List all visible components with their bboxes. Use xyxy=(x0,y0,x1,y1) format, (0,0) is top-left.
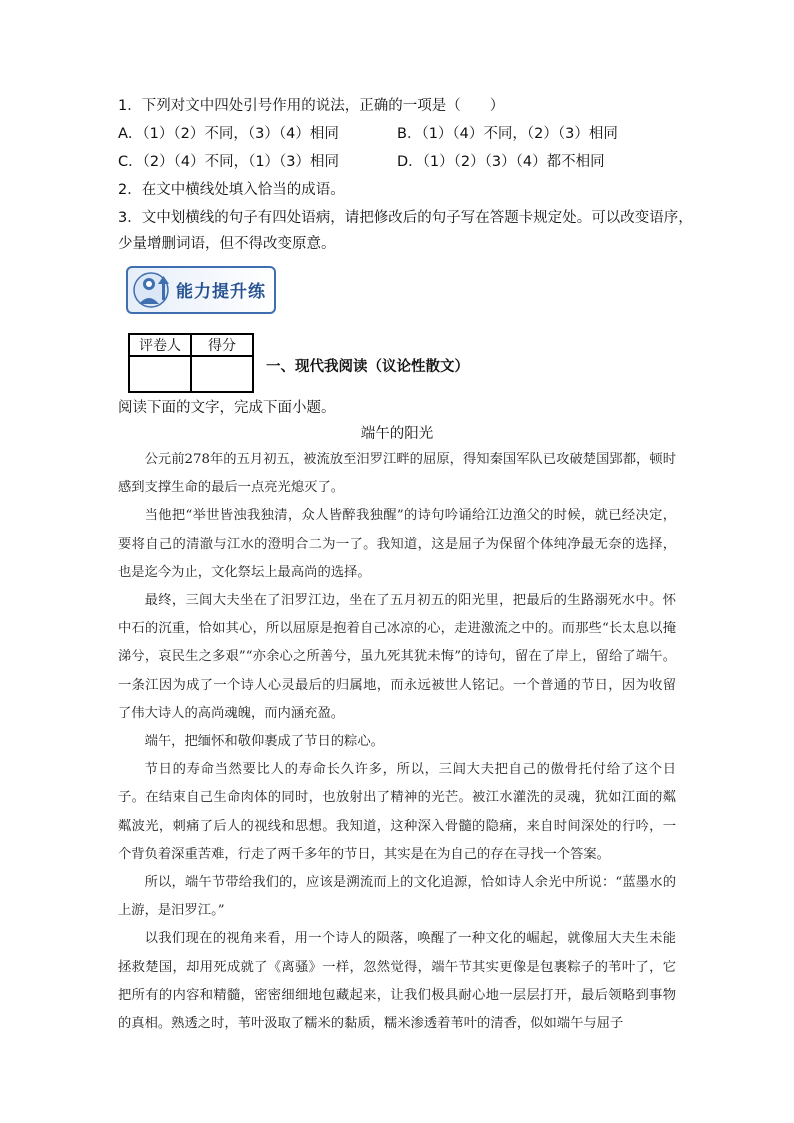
banner-label: 能力提升练 xyxy=(176,282,266,302)
option-b: B．（1）（4）不同，（2）（3）相同 xyxy=(397,126,618,142)
essay-body xyxy=(118,446,676,1038)
question-2: 2．在文中横线处填入恰当的成语。 xyxy=(118,182,345,198)
question-3-line-2: 少量增删词语，但不得改变原意。 xyxy=(118,236,336,252)
essay-paragraph: 所以，端午节带给我们的，应该是溯流而上的文化追源，恰如诗人余光中所说：“蓝墨水的上游，是汨罗江。” xyxy=(118,875,676,919)
option-a: A．（1）（2）不同，（3）（4）相同 xyxy=(118,126,339,142)
option-c: C．（2）（4）不同，（1）（3）相同 xyxy=(118,154,340,170)
essay-paragraph: 最终，三闾大夫坐在了汨罗江边，坐在了五月初五的阳光里，把最后的生路溺死水中。怀中石的沉重，恰如其心，所以屈原是抱着自己冰凉的心，走进激流之中的。而那些“长太息以掩涕兮，哀民生之多艰”“亦余心之所善兮，虽九死其犹未悔”的诗句，留在了岸上，留给了端午。一条江因为成了一个诗人心灵最后的归属地，而永远被世人铭记。一个普通的节日，因为收留了伟大诗人的高尚魂魄，而内涵充盈。 xyxy=(118,593,676,721)
essay-paragraph: 公元前278年的五月初五，被流放至汨罗江畔的屈原，得知秦国军队已攻破楚国郢都，顿时感到支撑生命的最后一点亮光熄灭了。 xyxy=(118,452,676,496)
score-header-grader: 评卷人 xyxy=(129,334,191,356)
option-d: D．（1）（2）（3）（4）都不相同 xyxy=(397,154,605,170)
question-1: 1．下列对文中四处引号作用的说法，正确的一项是（ ） xyxy=(118,98,505,114)
essay-title: 端午的阳光 xyxy=(360,426,434,442)
question-3-line-1: 3．文中划横线的句子有四处语病，请把修改后的句子写在答题卡规定处。可以改变语序， xyxy=(118,210,693,226)
score-header-score: 得分 xyxy=(191,334,253,356)
essay-paragraph: 以我们现在的视角来看，用一个诗人的陨落，唤醒了一种文化的崛起，就像屈大夫生未能拯救楚国，却用死成就了《离骚》一样，忽然觉得，端午节其实更像是包裹粽子的苇叶了，它把所有的内容和精髓，密密细细地包藏起来，让我们极具耐心地一层层打开，最后领略到事物的真相。熟透之时，苇叶汲取了糯米的黏质，糯米渗透着苇叶的清香，似如端午与屈子 xyxy=(118,931,676,1032)
score-table xyxy=(128,333,254,393)
essay-paragraph: 当他把“举世皆浊我独清，众人皆醉我独醒”的诗句吟诵给江边渔父的时候，就已经决定，要将自己的清澈与江水的澄明合二为一了。我知道，这是屈子为保留个体纯净最无奈的选择，也是迄今为止，文化祭坛上最高尚的选择。 xyxy=(118,508,676,580)
score-cell-grader xyxy=(129,356,191,392)
reading-instruction: 阅读下面的文字，完成下面小题。 xyxy=(118,400,336,416)
person-arrow-icon xyxy=(132,268,174,312)
score-cell-score xyxy=(191,356,253,392)
essay-paragraph: 端午，把缅怀和敬仰裹成了节日的粽心。 xyxy=(144,734,384,750)
section-title: 一、现代我阅读（议论性散文） xyxy=(266,359,469,375)
ability-banner xyxy=(126,266,276,314)
essay-paragraph: 节日的寿命当然要比人的寿命长久许多，所以，三闾大夫把自己的傲骨托付给了这个日子。在结束自己生命肉体的同时，也放射出了精神的光芒。被江水灌洗的灵魂，犹如江面的粼粼波光，刺痛了后人的视线和思想。我知道，这种深入骨髓的隐痛，来自时间深处的行吟，一个背负着深重苦难，行走了两千多年的节日，其实是在为自己的存在寻找一个答案。 xyxy=(118,762,676,862)
